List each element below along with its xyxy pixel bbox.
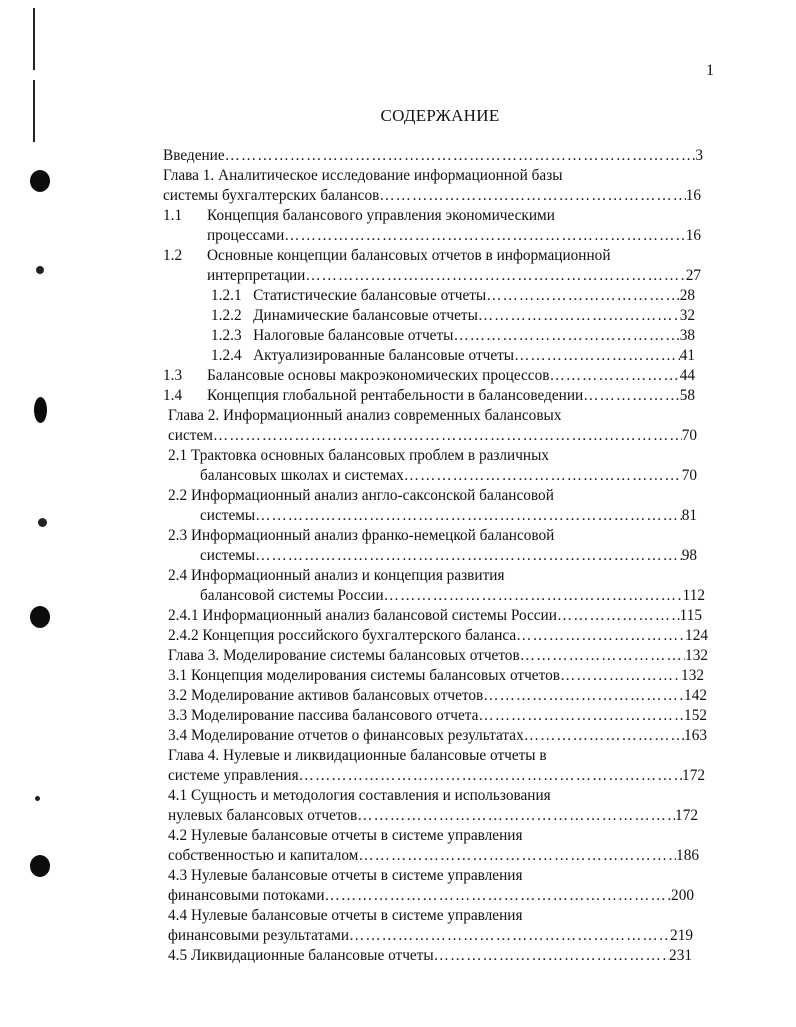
toc-entry-4-4-cont: финансовыми результатами ………………………………………………………………………………………………………………………………………………………… 219	[168, 926, 693, 946]
toc-entry-1-4: Концепция глобальной рентабельности в балансоведении ………………………………………………………………………………………………………………………………………………………… 58	[207, 386, 695, 406]
toc-entry-1-2-2: 1.2.2 Динамические балансовые отчеты ………………………………………………………………………………………………………………………………………………………… 32	[211, 306, 695, 326]
scan-edge-line	[33, 8, 35, 70]
toc-entry-2-4-2: 2.4.2 Концепция российского бухгалтерского баланса ………………………………………………………………………………………………………………………………………………………… 124	[168, 626, 708, 646]
punch-hole-mark	[30, 855, 50, 877]
toc-entry-1-2: Основные концепции балансовых отчетов в информационной	[207, 247, 611, 264]
toc-entry-2-1: 2.1 Трактовка основных балансовых проблем в различных	[168, 447, 550, 464]
toc-entry-2-4-cont: балансовой системы России ………………………………………………………………………………………………………………………………………………………… 112	[200, 586, 705, 606]
toc-entry-chapter-2: Глава 2. Информационный анализ современных балансовых	[168, 407, 562, 424]
toc-entry-1-3: Балансовые основы макроэкономических процессов ………………………………………………………………………………………………………………………………………………………… 44	[207, 366, 695, 386]
toc-number: 1.1	[163, 207, 183, 224]
toc-entry-3-4: 3.4 Моделирование отчетов о финансовых результатах ………………………………………………………………………………………………………………………………………………………… 163	[168, 726, 707, 746]
toc-entry-4-2: 4.2 Нулевые балансовые отчеты в системе управления	[168, 827, 523, 844]
toc-entry-chapter-4: Глава 4. Нулевые и ликвидационные балансовые отчеты в	[168, 747, 547, 764]
scan-speck	[38, 518, 47, 527]
toc-entry-4-1: 4.1 Сущность и методология составления и использования	[168, 787, 551, 804]
toc-entry-2-3-cont: системы ………………………………………………………………………………………………………………………………………………………… 98	[200, 546, 697, 566]
punch-hole-mark	[30, 170, 50, 192]
scan-speck	[35, 796, 40, 801]
toc-entry-4-3: 4.3 Нулевые балансовые отчеты в системе управления	[168, 867, 523, 884]
toc-entry-intro: Введение ………………………………………………………………………………………………………………………………………………………… 3	[163, 146, 703, 166]
scan-speck	[36, 266, 44, 274]
page-title: СОДЕРЖАНИЕ	[380, 106, 500, 125]
toc-entry-4-1-cont: нулевых балансовых отчетов ………………………………………………………………………………………………………………………………………………………… 172	[168, 806, 698, 826]
toc-entry-1-2-3: 1.2.3 Налоговые балансовые отчеты ………………………………………………………………………………………………………………………………………………………… 38	[211, 326, 695, 346]
toc-entry-2-4: 2.4 Информационный анализ и концепция развития	[168, 567, 505, 584]
toc-entry-chapter-2-cont: систем ………………………………………………………………………………………………………………………………………………………… 70	[168, 426, 697, 446]
toc-entry-4-2-cont: собственностью и капиталом ………………………………………………………………………………………………………………………………………………………… 186	[168, 846, 699, 866]
toc-entry-chapter-1: Глава 1. Аналитическое исследование информационной базы	[163, 167, 563, 184]
toc-entry-2-1-cont: балансовых школах и системах ………………………………………………………………………………………………………………………………………………………… 70	[200, 466, 697, 486]
toc-entry-1-1-cont: процессами ………………………………………………………………………………………………………………………………………………………… 16	[207, 226, 701, 246]
toc-entry-1-2-cont: интерпретации ………………………………………………………………………………………………………………………………………………………… 27	[207, 266, 701, 286]
toc-number: 1.2	[163, 247, 183, 264]
toc-entry-chapter-1-cont: системы бухгалтерских балансов ………………………………………………………………………………………………………………………………………………………… 16	[163, 186, 701, 206]
toc-entry-2-3: 2.3 Информационный анализ франко-немецкой балансовой	[168, 527, 555, 544]
page-number: 1	[706, 62, 714, 79]
toc-entry-2-2: 2.2 Информационный анализ англо-саксонской балансовой	[168, 487, 554, 504]
toc-entry-3-2: 3.2 Моделирование активов балансовых отчетов ………………………………………………………………………………………………………………………………………………………… 142	[168, 686, 707, 706]
toc-number: 1.3	[163, 367, 183, 384]
toc-entry-1-1: Концепция балансового управления экономическими	[207, 207, 555, 224]
toc-entry-3-1: 3.1 Концепция моделирования системы балансовых отчетов ………………………………………………………………………………………………………………………………………………………… 132	[168, 666, 704, 686]
toc-entry-1-2-4: 1.2.4 Актуализированные балансовые отчеты ………………………………………………………………………………………………………………………………………………………… 41	[211, 346, 695, 366]
toc-entry-4-5: 4.5 Ликвидационные балансовые отчеты ………………………………………………………………………………………………………………………………………………………… 231	[168, 946, 692, 966]
toc-entry-2-4-1: 2.4.1 Информационный анализ балансовой системы России ………………………………………………………………………………………………………………………………………………………… 115	[168, 606, 702, 626]
punch-hole-mark	[34, 397, 47, 423]
toc-entry-4-4: 4.4 Нулевые балансовые отчеты в системе управления	[168, 907, 523, 924]
toc-number: 1.4	[163, 387, 183, 404]
toc-entry-4-3-cont: финансовыми потоками ………………………………………………………………………………………………………………………………………………………… 200	[168, 886, 694, 906]
toc-entry-2-2-cont: системы ………………………………………………………………………………………………………………………………………………………… 81	[200, 506, 697, 526]
toc-entry-1-2-1: 1.2.1 Статистические балансовые отчеты ………………………………………………………………………………………………………………………………………………………… 28	[211, 286, 695, 306]
toc-entry-3-3: 3.3 Моделирование пассива балансового отчета ………………………………………………………………………………………………………………………………………………………… 152	[168, 706, 707, 726]
toc-entry-chapter-3: Глава 3. Моделирование системы балансовых отчетов ………………………………………………………………………………………………………………………………………………………… 132	[168, 646, 708, 666]
toc-entry-chapter-4-cont: системе управления ………………………………………………………………………………………………………………………………………………………… 172	[168, 766, 705, 786]
punch-hole-mark	[30, 606, 50, 628]
